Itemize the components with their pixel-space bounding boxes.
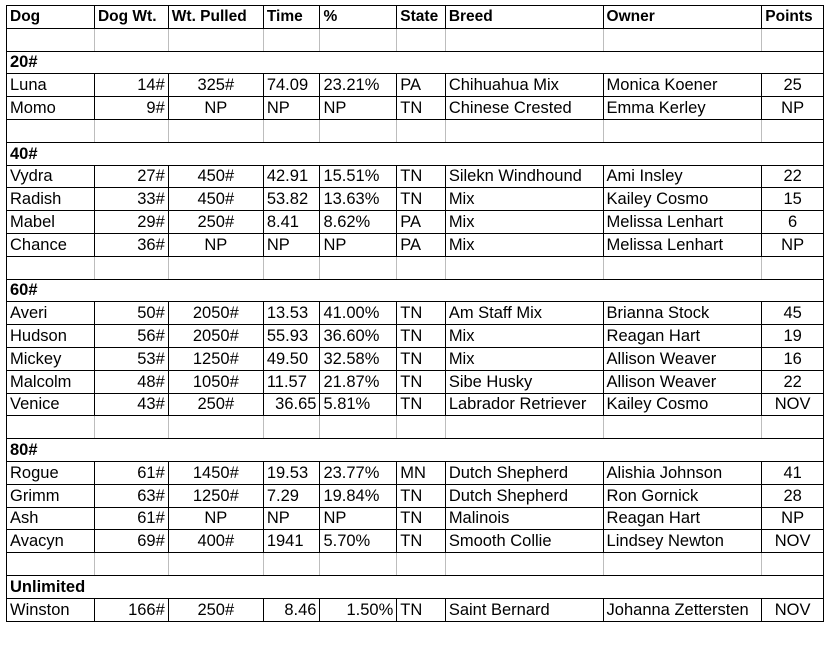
cell-pct: NP <box>320 233 397 256</box>
cell-owner: Reagan Hart <box>603 325 762 348</box>
cell-pulled: 450# <box>168 165 263 188</box>
cell-pulled: 1050# <box>168 370 263 393</box>
cell-pct: 21.87% <box>320 370 397 393</box>
cell-breed: Am Staff Mix <box>445 302 603 325</box>
cell-time: 19.53 <box>263 461 320 484</box>
empty-cell <box>603 119 762 142</box>
cell-wt: 69# <box>94 530 168 553</box>
cell-time: 74.09 <box>263 74 320 97</box>
cell-owner: Kailey Cosmo <box>603 188 762 211</box>
cell-points: 15 <box>762 188 824 211</box>
empty-cell <box>7 553 95 576</box>
header-points: Points <box>762 6 824 29</box>
empty-cell <box>263 416 320 439</box>
empty-cell <box>445 119 603 142</box>
cell-pulled: 250# <box>168 393 263 416</box>
cell-pct: 23.21% <box>320 74 397 97</box>
cell-dog: Hudson <box>7 325 95 348</box>
cell-pct: 36.60% <box>320 325 397 348</box>
table-row <box>7 393 824 416</box>
cell-pulled: NP <box>168 233 263 256</box>
empty-cell <box>603 553 762 576</box>
cell-owner: Alishia Johnson <box>603 461 762 484</box>
cell-points: 41 <box>762 461 824 484</box>
empty-cell <box>94 28 168 51</box>
cell-breed: Malinois <box>445 507 603 530</box>
cell-breed: Smooth Collie <box>445 530 603 553</box>
cell-points: NOV <box>762 393 824 416</box>
cell-wt: 61# <box>94 507 168 530</box>
cell-time: 8.41 <box>263 211 320 234</box>
cell-points: 6 <box>762 211 824 234</box>
cell-breed: Mix <box>445 211 603 234</box>
cell-dog: Avacyn <box>7 530 95 553</box>
cell-pct: 5.81% <box>320 393 397 416</box>
header-row <box>7 6 824 29</box>
cell-wt: 53# <box>94 347 168 370</box>
cell-pulled: 250# <box>168 211 263 234</box>
cell-points: NOV <box>762 598 824 621</box>
empty-cell <box>762 28 824 51</box>
cell-pulled: 250# <box>168 598 263 621</box>
cell-owner: Allison Weaver <box>603 370 762 393</box>
table-row <box>7 188 824 211</box>
cell-points: NP <box>762 233 824 256</box>
cell-dog: Mabel <box>7 211 95 234</box>
cell-dog: Momo <box>7 97 95 120</box>
cell-wt: 33# <box>94 188 168 211</box>
cell-pulled: 2050# <box>168 325 263 348</box>
cell-breed: Chihuahua Mix <box>445 74 603 97</box>
cell-breed: Mix <box>445 347 603 370</box>
cell-time: 13.53 <box>263 302 320 325</box>
spacer-row <box>7 28 824 51</box>
empty-cell <box>94 119 168 142</box>
cell-dog: Rogue <box>7 461 95 484</box>
spacer-row <box>7 416 824 439</box>
empty-cell <box>397 256 446 279</box>
cell-state: TN <box>397 188 446 211</box>
table-row <box>7 74 824 97</box>
empty-cell <box>397 553 446 576</box>
table-row <box>7 507 824 530</box>
cell-dog: Radish <box>7 188 95 211</box>
cell-dog: Mickey <box>7 347 95 370</box>
class-header-row <box>7 142 824 165</box>
cell-points: 22 <box>762 165 824 188</box>
table-row <box>7 530 824 553</box>
cell-time: 1941 <box>263 530 320 553</box>
cell-owner: Melissa Lenhart <box>603 211 762 234</box>
class-header-row <box>7 439 824 462</box>
empty-cell <box>603 256 762 279</box>
cell-state: PA <box>397 211 446 234</box>
cell-points: NOV <box>762 530 824 553</box>
cell-dog: Ash <box>7 507 95 530</box>
table-row <box>7 165 824 188</box>
cell-state: TN <box>397 347 446 370</box>
cell-owner: Johanna Zettersten <box>603 598 762 621</box>
cell-owner: Ron Gornick <box>603 484 762 507</box>
empty-cell <box>762 553 824 576</box>
cell-dog: Venice <box>7 393 95 416</box>
cell-time: 36.65 <box>263 393 320 416</box>
empty-cell <box>762 119 824 142</box>
cell-pct: 15.51% <box>320 165 397 188</box>
cell-wt: 9# <box>94 97 168 120</box>
empty-cell <box>320 28 397 51</box>
cell-wt: 43# <box>94 393 168 416</box>
cell-time: 42.91 <box>263 165 320 188</box>
cell-wt: 29# <box>94 211 168 234</box>
cell-points: 28 <box>762 484 824 507</box>
cell-owner: Monica Koener <box>603 74 762 97</box>
empty-cell <box>603 28 762 51</box>
cell-breed: Mix <box>445 188 603 211</box>
class-header-row <box>7 51 824 74</box>
cell-state: TN <box>397 370 446 393</box>
cell-pulled: 400# <box>168 530 263 553</box>
empty-cell <box>320 256 397 279</box>
cell-points: 22 <box>762 370 824 393</box>
empty-cell <box>7 256 95 279</box>
cell-state: TN <box>397 484 446 507</box>
header-pct: % <box>320 6 397 29</box>
empty-cell <box>168 119 263 142</box>
table-row <box>7 484 824 507</box>
table-row <box>7 211 824 234</box>
cell-pct: 32.58% <box>320 347 397 370</box>
cell-state: TN <box>397 507 446 530</box>
cell-owner: Reagan Hart <box>603 507 762 530</box>
empty-cell <box>7 119 95 142</box>
header-wt-pulled: Wt. Pulled <box>168 6 263 29</box>
cell-breed: Mix <box>445 325 603 348</box>
empty-cell <box>94 256 168 279</box>
empty-cell <box>320 119 397 142</box>
cell-pct: 19.84% <box>320 484 397 507</box>
table-row <box>7 97 824 120</box>
spacer-row <box>7 553 824 576</box>
spacer-row <box>7 119 824 142</box>
class-name: 40# <box>7 142 824 165</box>
cell-dog: Vydra <box>7 165 95 188</box>
empty-cell <box>445 256 603 279</box>
empty-cell <box>263 28 320 51</box>
cell-state: TN <box>397 393 446 416</box>
cell-pulled: 450# <box>168 188 263 211</box>
empty-cell <box>94 416 168 439</box>
cell-breed: Dutch Shepherd <box>445 484 603 507</box>
cell-breed: Saint Bernard <box>445 598 603 621</box>
empty-cell <box>168 28 263 51</box>
cell-pct: 23.77% <box>320 461 397 484</box>
cell-state: TN <box>397 97 446 120</box>
class-name: Unlimited <box>7 575 824 598</box>
cell-owner: Allison Weaver <box>603 347 762 370</box>
cell-breed: Sibe Husky <box>445 370 603 393</box>
cell-dog: Grimm <box>7 484 95 507</box>
cell-pulled: 1250# <box>168 484 263 507</box>
cell-pulled: 1450# <box>168 461 263 484</box>
cell-pulled: NP <box>168 97 263 120</box>
class-header-row <box>7 279 824 302</box>
empty-cell <box>397 416 446 439</box>
empty-cell <box>7 416 95 439</box>
cell-points: 19 <box>762 325 824 348</box>
empty-cell <box>397 28 446 51</box>
cell-pct: 41.00% <box>320 302 397 325</box>
cell-owner: Ami Insley <box>603 165 762 188</box>
cell-dog: Averi <box>7 302 95 325</box>
cell-pct: 8.62% <box>320 211 397 234</box>
class-name: 20# <box>7 51 824 74</box>
cell-state: TN <box>397 165 446 188</box>
table-row <box>7 598 824 621</box>
cell-owner: Brianna Stock <box>603 302 762 325</box>
empty-cell <box>320 553 397 576</box>
cell-state: PA <box>397 74 446 97</box>
cell-state: TN <box>397 325 446 348</box>
empty-cell <box>397 119 446 142</box>
empty-cell <box>168 553 263 576</box>
cell-pct: 1.50% <box>320 598 397 621</box>
cell-pct: NP <box>320 507 397 530</box>
empty-cell <box>445 553 603 576</box>
cell-state: TN <box>397 302 446 325</box>
cell-pct: 5.70% <box>320 530 397 553</box>
cell-points: NP <box>762 97 824 120</box>
cell-dog: Luna <box>7 74 95 97</box>
cell-pulled: 325# <box>168 74 263 97</box>
cell-breed: Labrador Retriever <box>445 393 603 416</box>
empty-cell <box>762 416 824 439</box>
cell-wt: 63# <box>94 484 168 507</box>
cell-state: TN <box>397 530 446 553</box>
cell-wt: 48# <box>94 370 168 393</box>
table-row <box>7 370 824 393</box>
cell-time: 49.50 <box>263 347 320 370</box>
table-row <box>7 347 824 370</box>
cell-dog: Chance <box>7 233 95 256</box>
cell-time: 7.29 <box>263 484 320 507</box>
cell-dog: Malcolm <box>7 370 95 393</box>
cell-state: TN <box>397 598 446 621</box>
cell-time: 11.57 <box>263 370 320 393</box>
cell-pct: 13.63% <box>320 188 397 211</box>
header-state: State <box>397 6 446 29</box>
cell-breed: Chinese Crested <box>445 97 603 120</box>
empty-cell <box>94 553 168 576</box>
cell-pct: NP <box>320 97 397 120</box>
cell-wt: 36# <box>94 233 168 256</box>
cell-time: NP <box>263 507 320 530</box>
cell-dog: Winston <box>7 598 95 621</box>
table-row <box>7 461 824 484</box>
table-row <box>7 302 824 325</box>
header-breed: Breed <box>445 6 603 29</box>
cell-wt: 27# <box>94 165 168 188</box>
cell-owner: Lindsey Newton <box>603 530 762 553</box>
empty-cell <box>762 256 824 279</box>
cell-time: 53.82 <box>263 188 320 211</box>
cell-points: 45 <box>762 302 824 325</box>
empty-cell <box>603 416 762 439</box>
table-row <box>7 325 824 348</box>
empty-cell <box>168 416 263 439</box>
empty-cell <box>320 416 397 439</box>
spacer-row <box>7 256 824 279</box>
header-owner: Owner <box>603 6 762 29</box>
cell-time: 8.46 <box>263 598 320 621</box>
cell-points: NP <box>762 507 824 530</box>
cell-breed: Silekn Windhound <box>445 165 603 188</box>
cell-pulled: 2050# <box>168 302 263 325</box>
cell-wt: 50# <box>94 302 168 325</box>
header-dog-wt: Dog Wt. <box>94 6 168 29</box>
class-header-row <box>7 575 824 598</box>
cell-time: NP <box>263 233 320 256</box>
empty-cell <box>445 416 603 439</box>
results-table <box>6 5 824 622</box>
empty-cell <box>263 256 320 279</box>
empty-cell <box>7 28 95 51</box>
empty-cell <box>263 119 320 142</box>
cell-wt: 14# <box>94 74 168 97</box>
cell-owner: Emma Kerley <box>603 97 762 120</box>
empty-cell <box>263 553 320 576</box>
cell-points: 16 <box>762 347 824 370</box>
cell-points: 25 <box>762 74 824 97</box>
cell-wt: 166# <box>94 598 168 621</box>
class-name: 60# <box>7 279 824 302</box>
cell-time: 55.93 <box>263 325 320 348</box>
header-dog: Dog <box>7 6 95 29</box>
cell-wt: 61# <box>94 461 168 484</box>
empty-cell <box>445 28 603 51</box>
header-time: Time <box>263 6 320 29</box>
cell-state: PA <box>397 233 446 256</box>
table-row <box>7 233 824 256</box>
cell-owner: Melissa Lenhart <box>603 233 762 256</box>
cell-pulled: 1250# <box>168 347 263 370</box>
cell-pulled: NP <box>168 507 263 530</box>
cell-owner: Kailey Cosmo <box>603 393 762 416</box>
cell-breed: Dutch Shepherd <box>445 461 603 484</box>
cell-wt: 56# <box>94 325 168 348</box>
class-name: 80# <box>7 439 824 462</box>
cell-time: NP <box>263 97 320 120</box>
cell-state: MN <box>397 461 446 484</box>
empty-cell <box>168 256 263 279</box>
cell-breed: Mix <box>445 233 603 256</box>
